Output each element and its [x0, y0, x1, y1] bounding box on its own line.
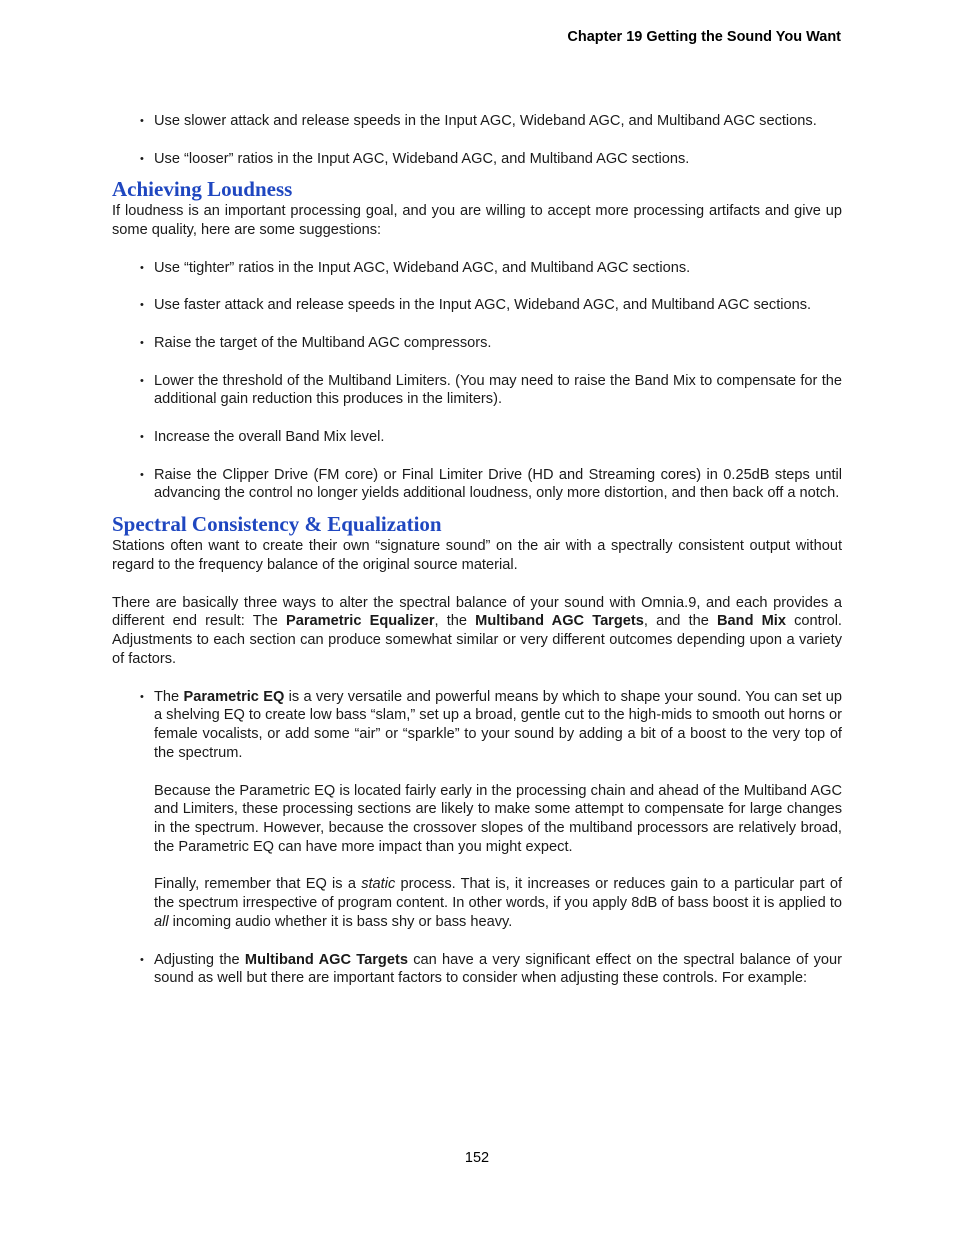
list-item: • Use slower attack and release speeds in the Input AGC, Wideband AGC, and Multiband AGC sections. [112, 112, 842, 131]
intro-bullet-list [112, 112, 842, 168]
eq-paragraph-1: • The Parametric EQ is a very versatile and powerful means by which to shape your sound. You can set up a shelving EQ to create low bass “slam,” set up a broad, gentle cut to the high-mids to smooth out horns or female vocalists, or add some “air” or “sparkle” to your sound by adding a bit of a boost to the very top of the spectrum. [154, 688, 843, 761]
list-item: • Raise the target of the Multiband AGC compressors. [112, 334, 842, 353]
list-item-multiband-agc-targets: • Adjusting the Multiband AGC Targets can have a very significant effect on the spectral balance of your sound as well but there are important factors to consider when adjusting these controls. For example: [112, 951, 842, 989]
list-item: • Raise the Clipper Drive (FM core) or Final Limiter Drive (HD and Streaming cores) in 0.25dB steps until advancing the control no longer yields additional loudness, only more distortion, and then back off a notch. [112, 466, 842, 504]
spectral-bullet-list [112, 688, 842, 989]
heading-achieving-loudness: Achieving Loudness [112, 177, 293, 202]
page-number: 152 [464, 1150, 490, 1166]
list-item: • Use “tighter” ratios in the Input AGC, Wideband AGC, and Multiband AGC sections. [112, 259, 842, 278]
spectral-paragraph-1: Stations often want to create their own “signature sound” on the air with a spectrally consistent output without regard to the frequency balance of the original source material. [112, 538, 842, 573]
eq-paragraph-2: Because the Parametric EQ is located fairly early in the processing chain and ahead of the Multiband AGC and Limiters, these processing sections are likely to make some attempt to compensate for large changes in the spectrum. However, because the crossover slopes of the multiband processors are relatively broad, the Parametric EQ can have more impact than you might expect. [154, 782, 842, 855]
eq-paragraph-3: Finally, remember that EQ is a static process. That is, it increases or reduces gain to a particular part of the spectrum irrespective of program content. In other words, if you apply 8dB of bass boost it is applied to all incoming audio whether it is bass shy or bass heavy. [154, 876, 842, 931]
spectral-paragraph-2: There are basically three ways to alter the spectral balance of your sound with Omnia.9, and each provides a different end result: The Parametric Equalizer, the Multiband AGC Targets, and the Band Mix control. Adjustments to each section can produce somewhat similar or very different outcomes depending upon a variety of factors. [112, 594, 842, 667]
running-head: Chapter 19 Getting the Sound You Want [567, 29, 841, 45]
list-item-parametric-eq [112, 688, 842, 932]
loudness-bullet-list [112, 259, 842, 503]
list-item: • Use “looser” ratios in the Input AGC, Wideband AGC, and Multiband AGC sections. [112, 150, 842, 169]
loudness-intro: If loudness is an important processing goal, and you are willing to accept more processing artifacts and give up some quality, here are some suggestions: [112, 203, 842, 239]
list-item: • Increase the overall Band Mix level. [112, 428, 842, 447]
list-item: • Lower the threshold of the Multiband Limiters. (You may need to raise the Band Mix to compensate for the additional gain reduction this produces in the limiters). [112, 372, 842, 410]
page-content [112, 112, 842, 1007]
heading-spectral-consistency: Spectral Consistency & Equalization [112, 512, 442, 537]
list-item: • Use faster attack and release speeds in the Input AGC, Wideband AGC, and Multiband AGC sections. [112, 296, 842, 315]
